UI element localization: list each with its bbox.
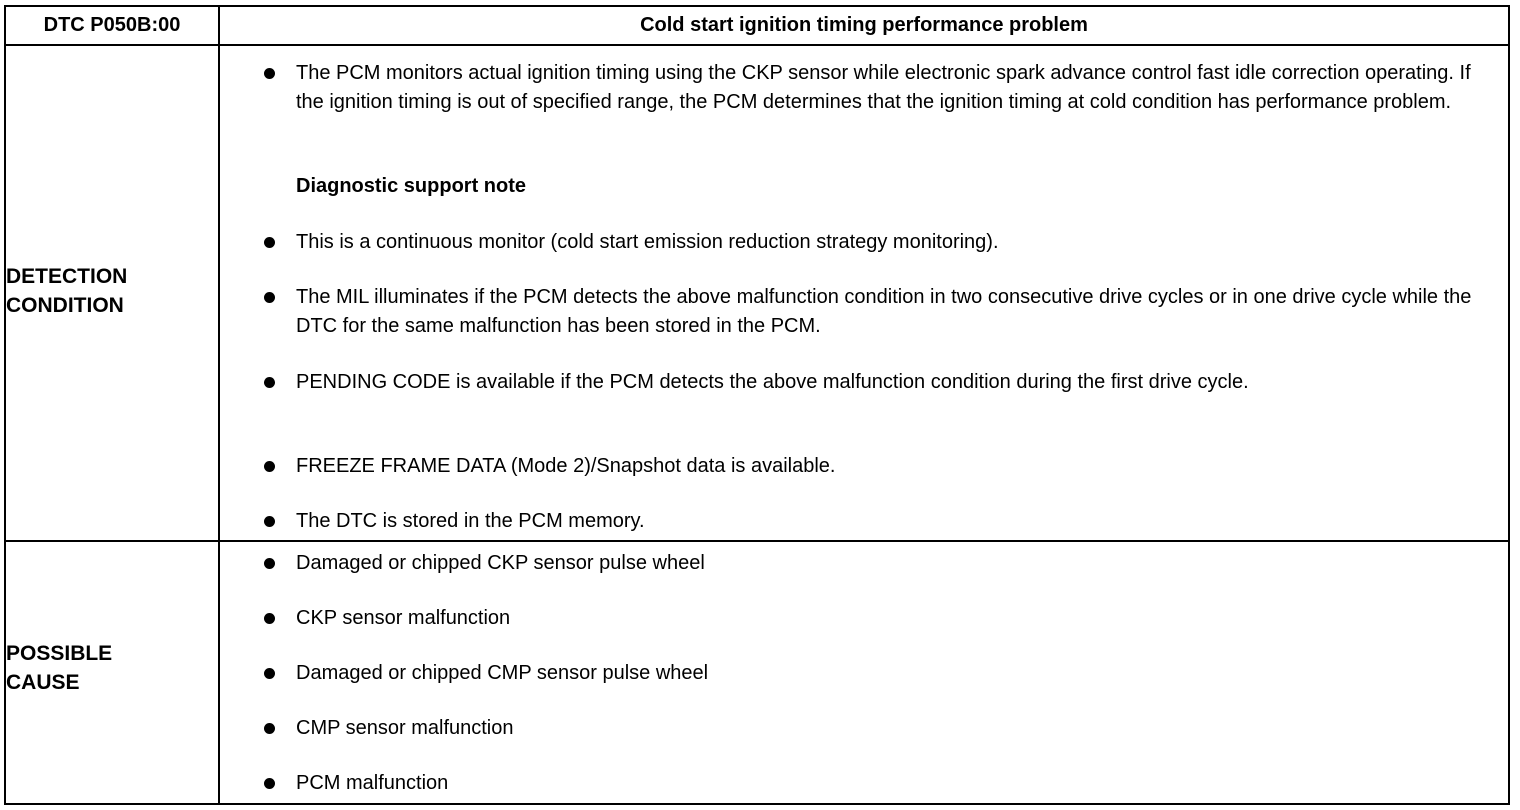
support-item-text: The DTC is stored in the PCM memory. [296, 510, 645, 532]
cause-label-line1: POSSIBLE [6, 642, 113, 665]
cause-item [296, 769, 1486, 798]
header-row-divider [6, 44, 1508, 46]
bullet-dot-icon [264, 292, 275, 303]
cause-item-text: CKP sensor malfunction [296, 607, 511, 629]
bullet-dot-icon [264, 668, 275, 679]
cause-item [296, 549, 1486, 578]
bullet-dot-icon [264, 558, 275, 569]
support-item [296, 507, 1486, 536]
section-row-divider [6, 540, 1508, 542]
cause-item [296, 714, 1486, 743]
cause-label-line2: CAUSE [6, 671, 80, 694]
cause-item-text: CMP sensor malfunction [296, 717, 514, 739]
detection-label-line2: CONDITION [6, 294, 124, 317]
detection-label-line1: DETECTION [6, 265, 128, 288]
cause-item [296, 659, 1486, 688]
bullet-dot-icon [264, 377, 275, 388]
detection-item-text: The PCM monitors actual ignition timing using the CKP sensor while electronic spark advance control fast idle correction operating. If the ignition timing is out of specified range, the PCM determines that the ignition timing at cold condition has performance problem. [296, 62, 1471, 113]
bullet-dot-icon [264, 516, 275, 527]
support-item [296, 228, 1486, 257]
support-item [296, 452, 1486, 481]
cause-item-text: Damaged or chipped CKP sensor pulse wheel [296, 552, 705, 574]
dtc-code-heading: DTC P050B:00 [43, 14, 181, 36]
cause-item-text: Damaged or chipped CMP sensor pulse wheel [296, 662, 709, 684]
bullet-dot-icon [264, 613, 275, 624]
bullet-dot-icon [264, 723, 275, 734]
cause-item [296, 604, 1486, 633]
support-item [296, 368, 1486, 397]
support-item-text: This is a continuous monitor (cold start emission reduction strategy monitoring). [296, 231, 999, 253]
possible-cause-label [6, 639, 206, 697]
support-item [296, 283, 1486, 341]
support-note-title: Diagnostic support note [296, 175, 526, 197]
dtc-title-heading: Cold start ignition timing performance problem [640, 14, 1088, 36]
bullet-dot-icon [264, 778, 275, 789]
bullet-dot-icon [264, 237, 275, 248]
detection-item [296, 59, 1486, 117]
support-item-text: PENDING CODE is available if the PCM detects the above malfunction condition during the first drive cycle. [296, 371, 1249, 393]
bullet-dot-icon [264, 68, 275, 79]
support-item-text: The MIL illuminates if the PCM detects the above malfunction condition in two consecutive drive cycles or in one drive cycle while the DTC for the same malfunction has been stored in the PCM. [296, 286, 1472, 337]
cause-item-text: PCM malfunction [296, 772, 449, 794]
support-item-text: FREEZE FRAME DATA (Mode 2)/Snapshot data is available. [296, 455, 836, 477]
column-divider [218, 7, 220, 803]
bullet-dot-icon [264, 461, 275, 472]
detection-condition-label [6, 262, 206, 320]
